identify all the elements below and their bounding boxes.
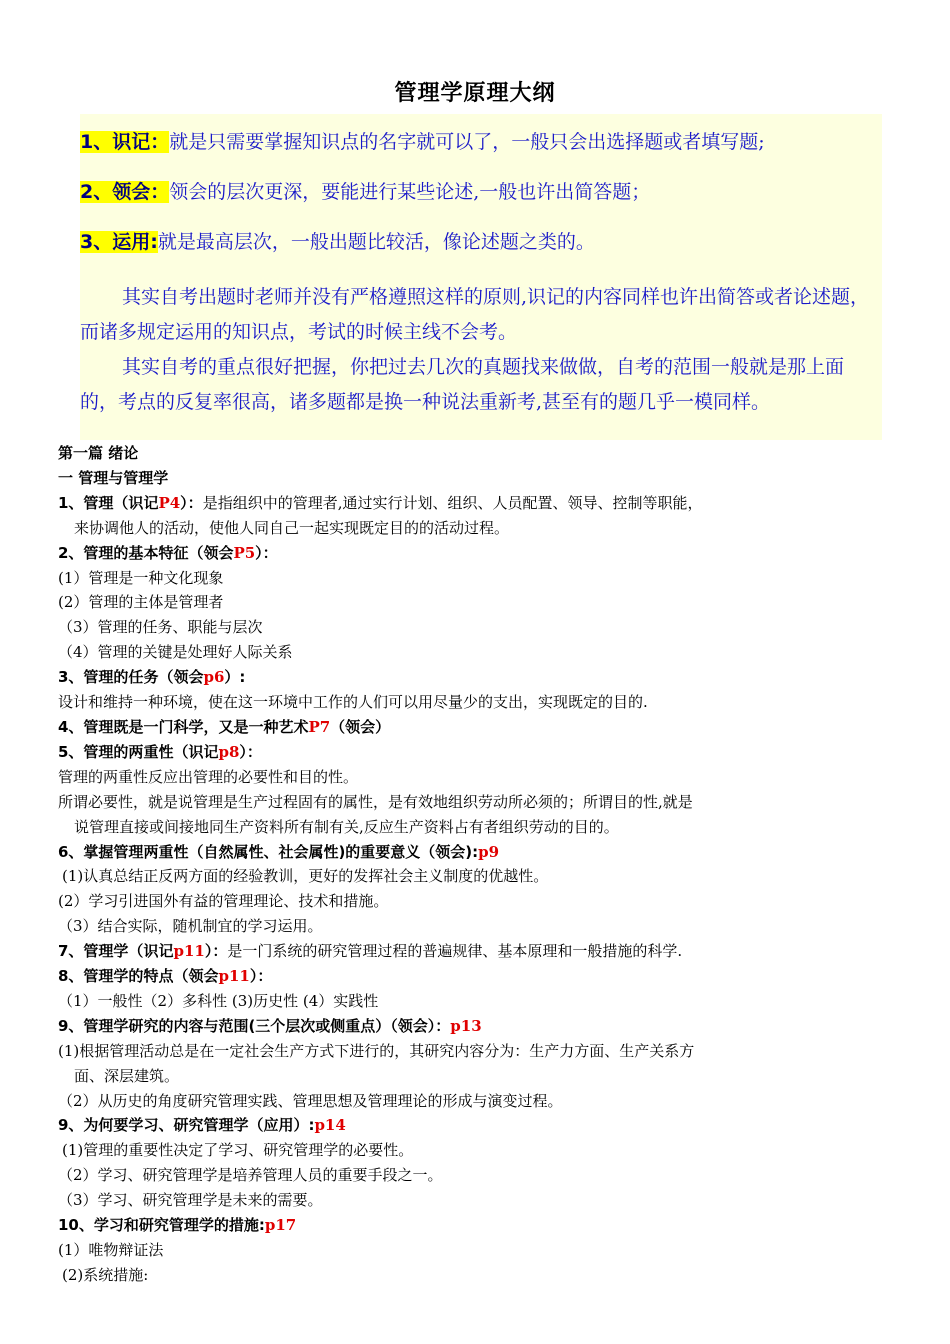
list-item: (1）唯物辩证法 [58,1241,164,1259]
section-heading: 7、管理学（识记 [58,942,174,961]
section-3 [58,665,894,690]
list-item: （1）一般性（2）多科性 (3)历史性 (4）实践性 [58,991,379,1010]
intro-row-1 [80,126,882,176]
intro-label: 1、识记： [80,131,170,153]
intro-paragraph-2: 其实自考的重点很好把握，你把过去几次的真题找来做做，自考的范围一般就是那上面的，考点的反复率很高，诸多题都是换一种说法重新考,甚至有的题几乎一模同样。 [80,356,845,413]
section-heading: 6、掌握管理两重性（自然属性、社会属性)的重要意义（领会): [58,842,479,861]
section-heading: 8、管理学的特点（领会 [58,967,219,986]
section-8 [58,964,894,989]
list-item: （2）学习、研究管理学是培养管理人员的重要手段之一。 [58,1166,443,1185]
list-item: (2）管理的主体是管理者 [58,593,224,612]
section-heading-tail: ）： [180,493,203,512]
section-heading: 5、管理的两重性（识记 [58,742,219,761]
section-text: (1)根据管理活动总是在一定社会生产方式下进行的，其研究内容分为：生产力方面、生产关系方 [58,1041,695,1060]
list-item: （3）管理的任务、职能与层次 [58,618,263,637]
intro-row-2 [80,176,882,226]
section-heading: 1、管理（识记 [58,493,159,512]
section-heading: 10、学习和研究管理学的措施: [58,1216,265,1235]
list-item: （3）学习、研究管理学是未来的需要。 [58,1191,323,1210]
list-item: (2)系统措施: [62,1265,149,1284]
intro-text: 就是只需要掌握知识点的名字就可以了，一般只会出选择题或者填写题; [169,131,765,153]
page-ref: p11 [173,942,205,961]
section-heading-tail: ）： [204,942,228,961]
section-heading: 2、管理的基本特征（领会 [58,543,234,562]
section-heading: 9、为何要学习、研究管理学（应用）: [58,1116,315,1135]
list-item: （4）管理的关键是处理好人际关系 [58,643,293,662]
intro-paragraph-1: 其实自考出题时老师并没有严格遵照这样的原则,识记的内容同样也许出简答或者论述题，而诸多规定运用的知识点，考试的时候主线不会考。 [80,286,870,343]
section-7 [58,939,894,964]
section-4 [58,715,894,740]
page-ref: p17 [264,1216,297,1235]
part-heading: 第一篇 绪论 [58,444,139,462]
page-ref: P5 [233,543,256,562]
list-item: （3）结合实际，随机制宜的学习运用。 [58,917,323,936]
section-heading: 4、管理既是一门科学，又是一种艺术 [58,717,309,736]
intro-label: 2、领会： [80,181,170,203]
page-ref: P7 [308,717,331,736]
section-heading-tail: ）： [239,742,262,761]
intro-text: 领会的层次更深，要能进行某些论述,一般也许出简答题； [169,181,651,203]
section-text: 是指组织中的管理者,通过实行计划、组织、人员配置、领导、控制等职能， [202,493,703,512]
section-heading-tail: ）： [255,543,278,562]
section-text: 是一门系统的研究管理过程的普遍规律、基本原理和一般措施的科学. [227,942,683,961]
intro-label: 3、运用: [80,231,158,253]
section-text: 管理的两重性反应出管理的必要性和目的性。 [58,767,359,786]
section-text: （2）从历史的角度研究管理实践、管理思想及管理理论的形成与演变过程。 [58,1091,563,1110]
section-5 [58,740,894,765]
page-ref: p11 [218,967,250,986]
list-item: (2）学习引进国外有益的管理理论、技术和措施。 [58,892,389,911]
section-6 [58,840,894,865]
page-ref: p8 [218,742,240,761]
outline-body [58,441,894,1288]
intro-text: 就是最高层次，一般出题比较活，像论述题之类的。 [157,231,595,253]
page-ref: P4 [158,493,181,512]
section-heading-tail: （领会） [330,717,391,736]
list-item: (1)认真总结正反两方面的经验教训，更好的发挥社会主义制度的优越性。 [62,867,549,886]
section-10 [58,1213,894,1238]
section-heading-tail: ）： [249,967,273,986]
intro-row-3 [80,226,882,276]
section-text-cont: 说管理直接或间接地同生产资料所有制有关,反应生产资料占有者组织劳动的目的。 [74,817,619,836]
intro-box [80,114,882,440]
section-text: 设计和维持一种环境，使在这一环境中工作的人们可以用尽量少的支出，实现既定的目的. [58,693,648,712]
page-ref: p6 [203,668,225,687]
section-9b [58,1113,894,1138]
list-item: (1)管理的重要性决定了学习、研究管理学的必要性。 [62,1141,414,1160]
page-ref: p14 [314,1116,346,1135]
page-ref: p13 [450,1016,482,1035]
chapter-heading: 一 管理与管理学 [58,468,169,487]
section-text: 所谓必要性，就是说管理是生产过程固有的属性，是有效地组织劳动所必须的；所谓目的性,就是 [58,792,693,811]
section-heading: 9、管理学研究的内容与范围(三个层次或侧重点）（领会）： [58,1016,451,1035]
document-title: 管理学原理大纲 [394,81,556,106]
section-text-cont: 来协调他人的活动，使他人同自己一起实现既定目的的活动过程。 [74,518,510,537]
section-heading-tail: ）: [224,668,246,687]
section-2 [58,541,894,566]
page-ref: p9 [478,842,500,861]
section-9a [58,1014,894,1039]
section-1 [58,491,894,516]
list-item: (1）管理是一种文化现象 [58,568,224,587]
section-heading: 3、管理的任务（领会 [58,668,204,687]
section-text-cont: 面、深层建筑。 [74,1066,180,1085]
